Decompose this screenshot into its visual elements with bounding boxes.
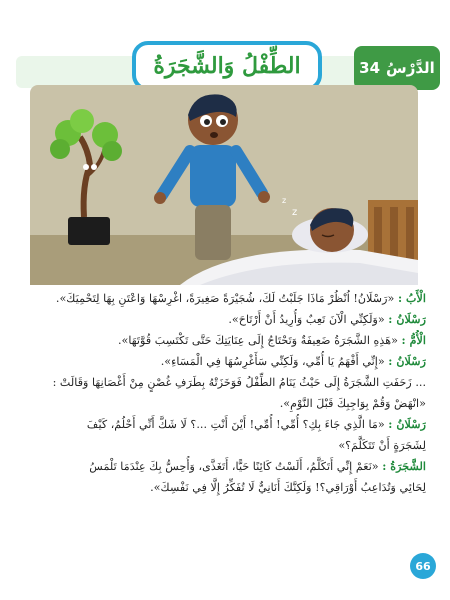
story-line-5 <box>22 372 426 393</box>
story-line-4 <box>22 351 426 372</box>
line-text: لِحَائِي وَتُدَاعِبُ أَوْرَاقِي؟! وَلَكِنَّكَ أَنَانِيٌّ لَا تُفَكِّرُ إِلَّا فِي نَفْسِكَ». <box>150 481 426 494</box>
story-text <box>22 288 426 498</box>
story-line-7 <box>22 414 426 435</box>
line-text: «هَذِهِ الشَّجَرَةُ ضَعِيفَةٌ وَتَحْتَاجُ إِلَى عِنَايَتِكَ حَتَّى تَكْتَسِبَ قُوَّتَهَا». <box>117 334 402 347</box>
story-line-3 <box>22 330 426 351</box>
speaker: رَسْلَانُ : <box>388 312 426 326</box>
speaker: رَسْلَانُ : <box>388 354 426 368</box>
story-line-1 <box>22 288 426 309</box>
lesson-badge <box>354 46 440 90</box>
speaker: الْأُمُّ : <box>401 333 426 347</box>
line-text: «نَعَمْ إِنِّي أَتَكَلَّمُ، أَلَسْتُ كَائِنًا حَيًّا، أَتَغَذَّى، وَأُحِسُّ بِكَ عِنْدَمَا تَلْمَسُ <box>89 460 383 473</box>
line-text: «رَسْلَانُ! اُنْظُرْ مَاذَا جَلَبْتُ لَكَ، شُجَيْرَةً صَغِيرَةً، اغْرِسْهَا وَاعْتَنِ بِهَا لِتَحْمِيَكَ». <box>55 292 398 305</box>
speaker: رَسْلَانُ : <box>388 417 426 431</box>
line-text: «إِنِّي أَفْهَمُ يَا أُمِّي، وَلَكِنِّي سَأَغْرِسُهَا فِي الْمَسَاءِ». <box>160 355 389 368</box>
speaker: الشَّجَرَةُ : <box>382 459 426 473</box>
lesson-title-box <box>132 41 322 91</box>
svg-text:z: z <box>292 207 298 218</box>
line-text: ... زَحَفَتِ الشَّجَرَةُ إِلَى حَيْثُ يَنَامُ الطِّفْلُ فَوَخَزَتْهُ بِطَرَفِ غُصْنٍ مِنْ أَغْصَانِهَا وَقَالَتْ : <box>52 376 426 389</box>
lesson-number: 34 <box>359 59 381 77</box>
story-line-10 <box>22 477 426 498</box>
story-illustration <box>30 85 418 285</box>
story-line-6 <box>22 393 426 414</box>
story-line-2 <box>22 309 426 330</box>
line-text: «مَا الَّذِي جَاءَ بِكِ؟ أُمِّي! أُمِّي! أَيْنَ أَنْتِ ...؟ لَا شَكَّ أَنِّي أَحْلُمُ، كَيْفَ <box>86 418 389 431</box>
svg-text:z: z <box>282 196 287 205</box>
line-text: «انْهَضْ وَقُمْ بِوَاجِبِكَ قَبْلَ النَّوْمِ». <box>279 397 426 410</box>
story-line-9 <box>22 456 426 477</box>
page-number: 66 <box>410 553 436 579</box>
line-text: لِشَجَرَةٍ أَنْ تَتَكَلَّمَ؟» <box>338 439 426 452</box>
speaker: الْأَبُ : <box>397 291 426 305</box>
lesson-title: الطِّفْلُ وَالشَّجَرَةُ <box>153 53 301 79</box>
story-line-8 <box>22 435 426 456</box>
line-text: «وَلَكِنِّي الْآنَ تَعِبٌ وَأُرِيدُ أَنْ أَرْتَاحَ». <box>228 313 389 326</box>
lesson-word: الدَّرْسُ <box>386 59 435 77</box>
